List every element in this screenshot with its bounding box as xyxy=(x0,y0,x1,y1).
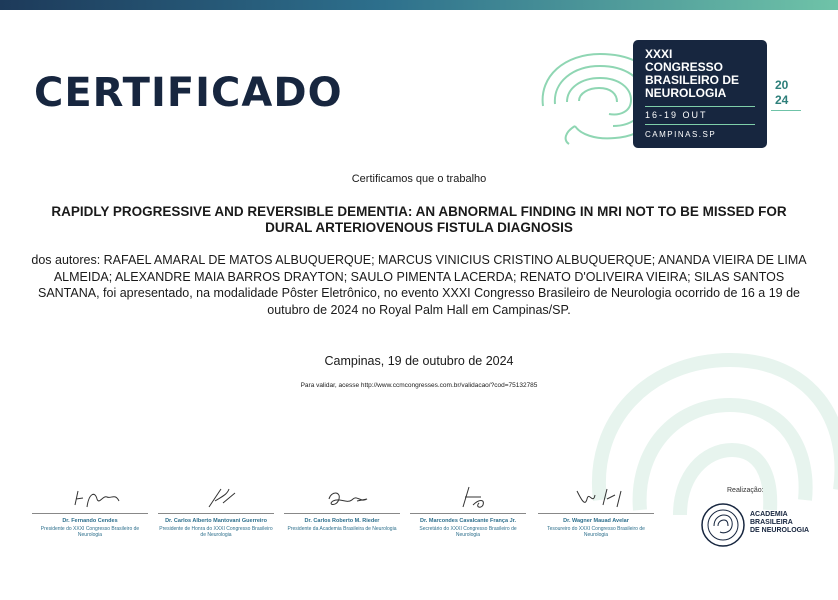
date-line: Campinas, 19 de outubro de 2024 xyxy=(324,354,514,368)
logo-separator xyxy=(645,106,755,107)
logo-neurologia: NEUROLOGIA xyxy=(645,86,727,100)
academy-name-line3: DE NEUROLOGIA xyxy=(750,527,810,534)
signatory-role: Presidente da Academia Brasileira de Neurologia xyxy=(287,526,397,532)
logo-brasileiro: BRASILEIRO DE xyxy=(645,73,740,87)
academy-name xyxy=(750,511,809,535)
signatory-role: Tesoureiro do XXXI Congresso Brasileiro de Neurologia xyxy=(547,526,645,538)
signature-block xyxy=(158,485,274,538)
signature-scribble xyxy=(171,485,261,511)
signature-block xyxy=(284,485,400,532)
realizacao-label: Realização: xyxy=(727,487,764,494)
signatory-name: Dr. Carlos Roberto M. Rieder xyxy=(304,518,380,524)
logo-edition: XXXI xyxy=(645,47,673,61)
signature-line xyxy=(538,513,654,514)
signature-line xyxy=(284,513,400,514)
validation-link-text: Para validar, acesse http://www.ccmcongresses.com.br/validacao/?cod=75132785 xyxy=(300,382,538,389)
logo-separator xyxy=(645,124,755,125)
signature-scribble xyxy=(551,485,641,511)
logo-city: CAMPINAS.SP xyxy=(645,130,717,139)
congress-logo xyxy=(535,40,805,152)
signatory-name: Dr. Wagner Mauad Avelar xyxy=(563,518,629,524)
academy-name-line2: BRASILEIRA xyxy=(750,519,793,526)
signature-block xyxy=(538,485,654,538)
signature-block xyxy=(32,485,148,538)
signature-line xyxy=(410,513,526,514)
work-title: RAPIDLY PROGRESSIVE AND REVERSIBLE DEMENTIA: AN ABNORMAL FINDING IN MRI NOT TO BE MISSED FOR DURAL ARTERIOVENOUS FISTULA DIAGNOSIS xyxy=(51,204,787,235)
signatory-role: Presidente de Honra do XXXI Congresso Brasileiro de Neurologia xyxy=(159,526,273,538)
signatory-name: Dr. Fernando Cendes xyxy=(62,518,118,524)
logo-year-bottom: 24 xyxy=(775,93,789,107)
intro-text: Certificamos que o trabalho xyxy=(351,173,487,185)
logo-year-top: 20 xyxy=(775,78,789,92)
logo-dates: 16-19 OUT xyxy=(645,110,708,120)
logo-congresso: CONGRESSO xyxy=(645,60,724,74)
signatory-role: Presidente do XXXI Congresso Brasileiro de Neurologia xyxy=(40,526,140,538)
signature-line xyxy=(158,513,274,514)
signature-scribble xyxy=(297,485,387,511)
signatory-name: Dr. Marcondes Cavalcante França Jr. xyxy=(420,518,516,524)
background-brain-watermark xyxy=(560,300,838,600)
signature-block xyxy=(410,485,526,538)
academy-seal-icon xyxy=(700,502,746,548)
congress-logo-box xyxy=(633,40,767,148)
authors-paragraph: dos autores: RAFAEL AMARAL DE MATOS ALBUQUERQUE; MARCUS VINICIUS CRISTINO ALBUQUERQUE; ANANDA VIEIRA DE LIMA ALMEIDA; ALEXANDRE MAIA BARROS DRAYTON; SAULO PIMENTA LACERDA; RENATO D'OLIVEIRA VIEIRA; SILAS SANTOS SANTANA, foi apresentado, na modalidade Pôster Eletrônico, no evento XXXI Congresso Brasileiro de Neurologia ocorrido de 16 a 19 de outubro de 2024 no Royal Palm Hall em Campinas/SP. xyxy=(31,253,807,317)
academy-name-line1: ACADEMIA xyxy=(750,511,788,518)
signatory-role: Secretário do XXXI Congresso Brasileiro de Neurologia xyxy=(419,526,517,538)
signature-scribble xyxy=(423,485,513,511)
top-gradient-bar xyxy=(0,0,838,10)
signature-line xyxy=(32,513,148,514)
logo-year xyxy=(775,78,788,108)
logo-year-line xyxy=(771,110,801,111)
certificate-title: CERTIFICADO xyxy=(34,70,343,116)
signature-scribble xyxy=(45,485,135,511)
signatory-name: Dr. Carlos Alberto Mantovani Guerreiro xyxy=(165,518,267,524)
